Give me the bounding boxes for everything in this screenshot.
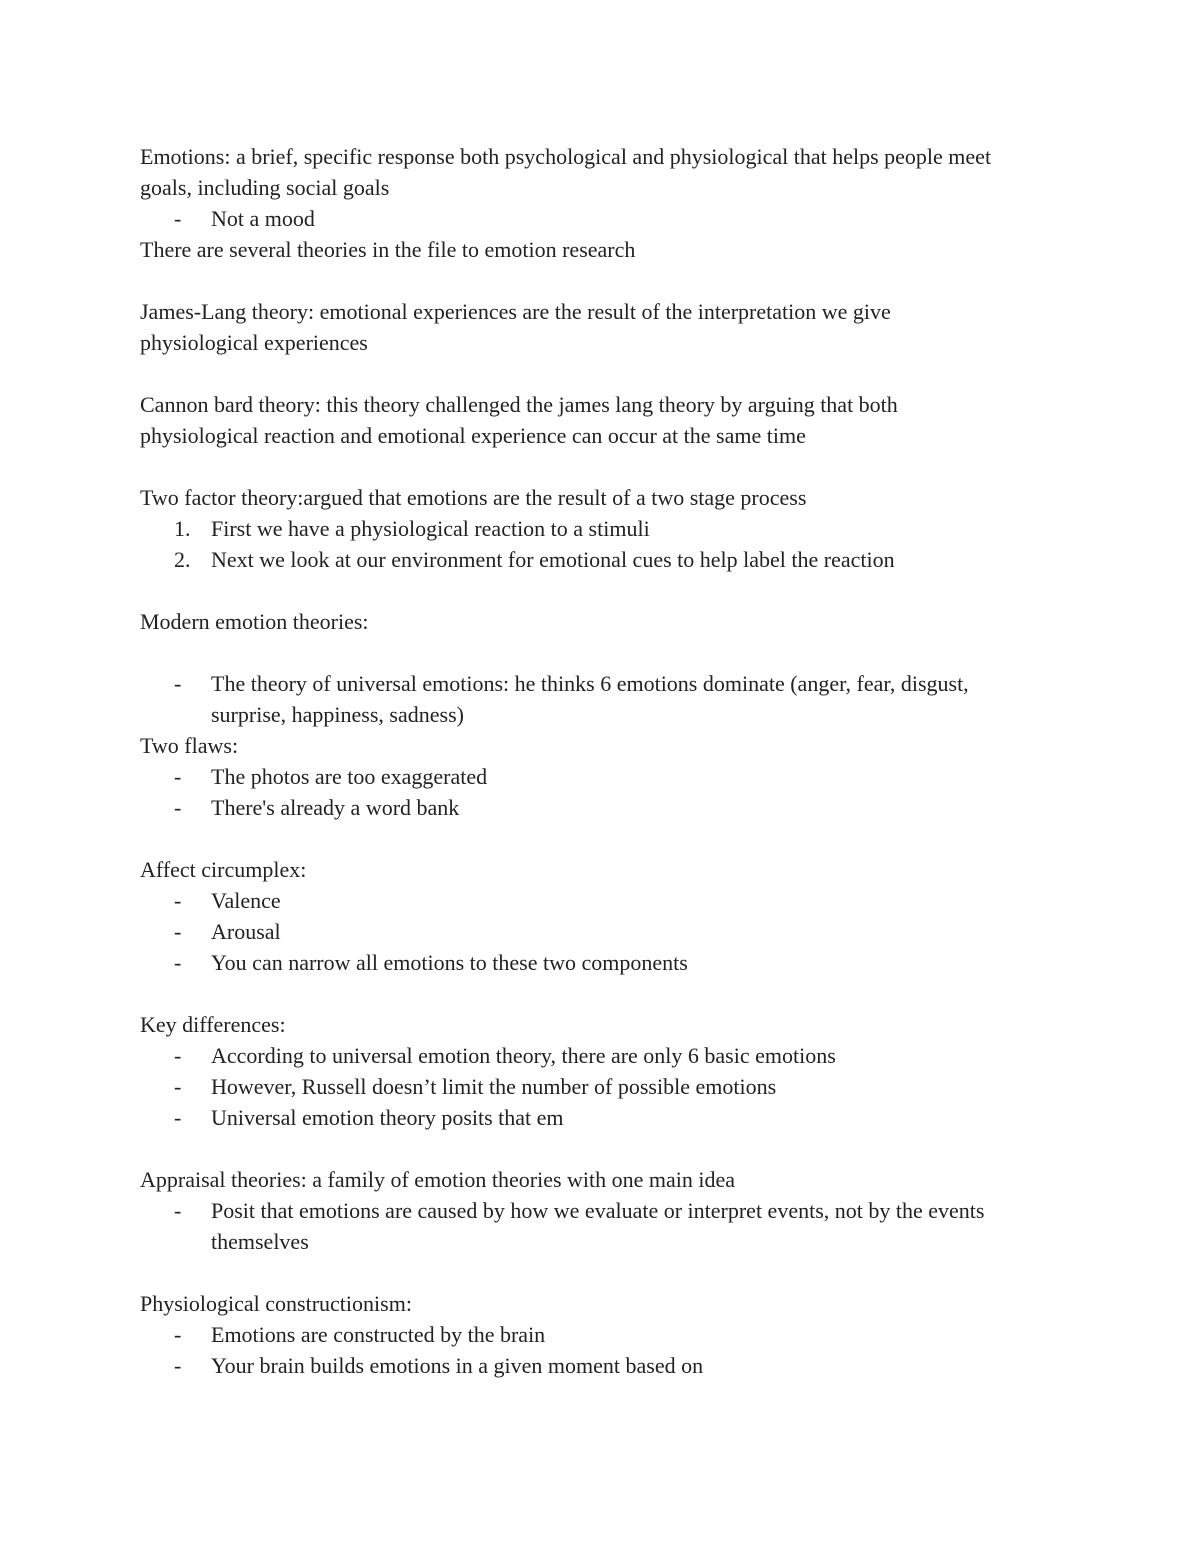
bullet-dash: -	[174, 1198, 182, 1223]
list-item	[140, 668, 1060, 699]
list-item	[140, 947, 1060, 978]
bullet-dash: -	[174, 1105, 182, 1130]
list-item	[140, 1350, 1060, 1381]
cannon-bard-line2: physiological reaction and emotional experience can occur at the same time	[140, 423, 806, 448]
list-item-text: The theory of universal emotions: he thinks 6 emotions dominate (anger, fear, disgust,	[211, 671, 969, 696]
bullet-dash: -	[174, 671, 182, 696]
list-item	[140, 1102, 1060, 1133]
bullet-dash: -	[174, 795, 182, 820]
cannon-bard-line1: Cannon bard theory: this theory challenged the james lang theory by arguing that both	[140, 392, 898, 417]
bullet-dash: -	[174, 950, 182, 975]
bullet-dash: -	[174, 888, 182, 913]
list-item-text: There's already a word bank	[211, 795, 460, 820]
emotions-definition-line1: Emotions: a brief, specific response both psychological and physiological that helps people meet	[140, 144, 992, 169]
list-item-continuation: surprise, happiness, sadness)	[211, 702, 464, 727]
list-item	[140, 885, 1060, 916]
list-item-text: You can narrow all emotions to these two components	[211, 950, 688, 975]
modern-heading: Modern emotion theories:	[140, 609, 369, 634]
list-item-text: Your brain builds emotions in a given moment based on	[211, 1353, 704, 1378]
list-item-text: Emotions are constructed by the brain	[211, 1322, 546, 1347]
list-item-text: According to universal emotion theory, there are only 6 basic emotions	[211, 1043, 836, 1068]
list-item	[140, 1319, 1060, 1350]
list-item	[140, 1040, 1060, 1071]
list-item	[140, 1071, 1060, 1102]
numbered-item	[140, 544, 1060, 575]
bullet-dash: -	[174, 1043, 182, 1068]
emotions-definition-line2: goals, including social goals	[140, 175, 390, 200]
affect-heading: Affect circumplex:	[140, 857, 307, 882]
document-page	[140, 141, 1060, 1381]
list-number: 1.	[174, 516, 191, 541]
bullet-dash: -	[174, 206, 182, 231]
bullet-dash: -	[174, 919, 182, 944]
list-item-text: Arousal	[211, 919, 281, 944]
list-item-text: Universal emotion theory posits that em	[211, 1105, 564, 1130]
list-item	[140, 203, 1060, 234]
key-differences-heading: Key differences:	[140, 1012, 286, 1037]
bullet-dash: -	[174, 764, 182, 789]
list-item-text: The photos are too exaggerated	[211, 764, 488, 789]
bullet-dash: -	[174, 1074, 182, 1099]
constructionism-heading: Physiological constructionism:	[140, 1291, 412, 1316]
bullet-dash: -	[174, 1353, 182, 1378]
list-item-continuation: themselves	[211, 1229, 309, 1254]
list-item	[140, 761, 1060, 792]
bullet-dash: -	[174, 1322, 182, 1347]
list-item-text: First we have a physiological reaction to a stimuli	[211, 516, 650, 541]
list-number: 2.	[174, 547, 191, 572]
james-lang-line1: James-Lang theory: emotional experiences are the result of the interpretation we give	[140, 299, 891, 324]
list-item	[140, 916, 1060, 947]
numbered-item	[140, 513, 1060, 544]
appraisal-heading: Appraisal theories: a family of emotion theories with one main idea	[140, 1167, 736, 1192]
list-item-text: However, Russell doesn’t limit the number of possible emotions	[211, 1074, 777, 1099]
list-item	[140, 1195, 1060, 1226]
two-flaws-heading: Two flaws:	[140, 733, 239, 758]
two-factor-heading: Two factor theory:argued that emotions are the result of a two stage process	[140, 485, 807, 510]
list-item-text: Not a mood	[211, 206, 315, 231]
list-item-text: Posit that emotions are caused by how we evaluate or interpret events, not by the events	[211, 1198, 985, 1223]
james-lang-line2: physiological experiences	[140, 330, 368, 355]
theories-intro: There are several theories in the file to emotion research	[140, 237, 636, 262]
list-item-text: Next we look at our environment for emotional cues to help label the reaction	[211, 547, 895, 572]
list-item	[140, 792, 1060, 823]
list-item-text: Valence	[211, 888, 281, 913]
